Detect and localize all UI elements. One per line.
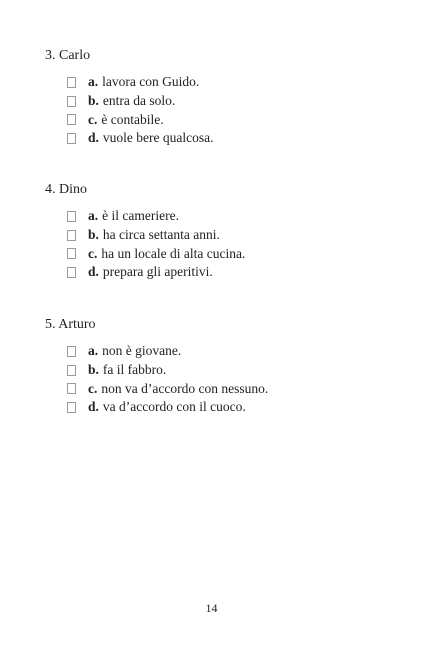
question-title: 5. Arturo <box>45 317 96 332</box>
option-letter: c. <box>88 380 98 396</box>
option-c <box>67 379 268 398</box>
option-letter: b. <box>88 93 99 109</box>
answer-checkbox[interactable] <box>67 248 76 259</box>
option-letter: b. <box>88 227 99 243</box>
answer-checkbox[interactable] <box>67 402 76 413</box>
option-text: prepara gli aperitivi. <box>102 264 213 280</box>
question-title: 3. Carlo <box>45 48 91 63</box>
option-c <box>67 110 213 129</box>
option-text: è il cameriere. <box>102 208 179 224</box>
answer-checkbox[interactable] <box>67 77 76 88</box>
option-letter: d. <box>88 130 99 146</box>
option-letter: a. <box>88 343 99 359</box>
answer-checkbox[interactable] <box>67 230 76 241</box>
page-number: 14 <box>205 601 218 615</box>
option-b <box>67 226 245 245</box>
option-list <box>67 207 245 282</box>
option-letter: d. <box>88 399 99 415</box>
option-letter: a. <box>88 74 99 90</box>
answer-checkbox[interactable] <box>67 365 76 376</box>
option-a <box>67 207 245 226</box>
option-text: vuole bere qualcosa. <box>102 130 214 146</box>
option-a <box>67 342 268 361</box>
option-a <box>67 73 213 92</box>
option-letter: c. <box>88 245 98 261</box>
option-b <box>67 92 213 111</box>
option-text: ha circa settanta anni. <box>102 227 220 243</box>
option-list <box>67 342 268 417</box>
option-c <box>67 244 245 263</box>
option-letter: a. <box>88 208 99 224</box>
option-d <box>67 263 245 282</box>
answer-checkbox[interactable] <box>67 346 76 357</box>
answer-checkbox[interactable] <box>67 211 76 222</box>
option-d <box>67 398 268 417</box>
question-4 <box>45 181 385 280</box>
option-text: va d’accordo con il cuoco. <box>102 399 246 415</box>
option-text: lavora con Guido. <box>102 74 200 90</box>
question-5 <box>45 316 385 415</box>
option-letter: c. <box>88 111 98 127</box>
answer-checkbox[interactable] <box>67 114 76 125</box>
answer-checkbox[interactable] <box>67 383 76 394</box>
option-text: non va d’accordo con nessuno. <box>101 380 269 396</box>
option-d <box>67 129 213 148</box>
option-letter: b. <box>88 362 99 378</box>
option-letter: d. <box>88 264 99 280</box>
question-title: 4. Dino <box>45 182 87 197</box>
question-3 <box>45 47 385 146</box>
option-text: ha un locale di alta cucina. <box>101 245 246 261</box>
answer-checkbox[interactable] <box>67 267 76 278</box>
option-list <box>67 73 213 148</box>
option-text: fa il fabbro. <box>102 362 167 378</box>
option-b <box>67 361 268 380</box>
option-text: è contabile. <box>101 111 164 127</box>
option-text: non è giovane. <box>102 343 182 359</box>
answer-checkbox[interactable] <box>67 96 76 107</box>
option-text: entra da solo. <box>102 93 176 109</box>
answer-checkbox[interactable] <box>67 133 76 144</box>
